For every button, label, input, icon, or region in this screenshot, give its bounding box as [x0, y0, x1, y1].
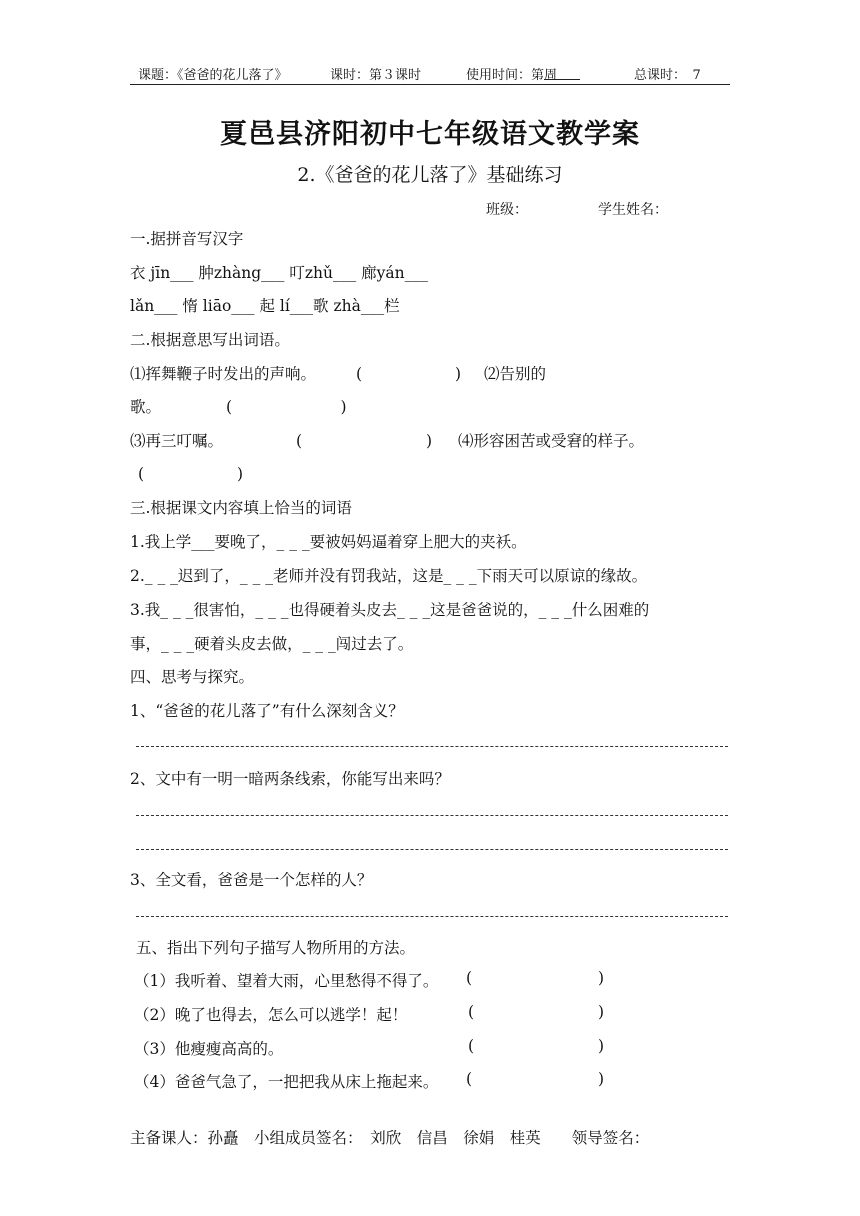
section5-item-close-paren: )	[598, 1070, 605, 1088]
section2-q1: ⑴挥舞鞭子时发出的声响。	[130, 365, 317, 383]
header-usage-suffix: 周	[544, 68, 558, 83]
section5-item-close-paren: )	[598, 1003, 605, 1021]
class-label: 班级：	[486, 202, 528, 218]
section2-q3-paren: ( )	[296, 432, 433, 450]
answer-line	[136, 849, 728, 850]
page-title: 夏邑县济阳初中七年级语文教学案	[220, 119, 640, 150]
section1-line1: 衣 jīn___ 肿zhàng___ 叮zhǔ___ 廊yán___	[130, 264, 428, 282]
section5-item-open-paren: (	[468, 1003, 475, 1021]
section3-line3: 3.我_ _ _很害怕，_ _ _也得硬着头皮去_ _ _这是爸爸说的，_ _ _什么困难的	[130, 601, 650, 619]
section4-heading: 四、思考与探究。	[130, 668, 255, 686]
answer-line	[136, 815, 728, 816]
page-subtitle: 2.《爸爸的花儿落了》基础练习	[297, 164, 563, 186]
section5-item-open-paren: (	[466, 969, 473, 987]
section5-item-open-paren: (	[466, 1070, 473, 1088]
section3-line2: 2._ _ _迟到了，_ _ _老师并没有罚我站，这是_ _ _下雨天可以原谅的缘故。	[130, 567, 648, 585]
section5-item-close-paren: )	[598, 1037, 605, 1055]
section5-item-text: （2）晚了也得去，怎么可以逃学！起！	[134, 1006, 408, 1024]
section3-line1: 1.我上学___要晚了，_ _ _要被妈妈逼着穿上肥大的夹袄。	[130, 533, 527, 551]
section3-line4: 事，_ _ _硬着头皮去做，_ _ _闯过去了。	[130, 635, 414, 653]
section2-q4: ⑷形容困苦或受窘的样子。	[458, 432, 645, 450]
section2-q1-paren: ( )	[356, 365, 462, 383]
header-usage-prefix: 使用时间：第	[466, 68, 545, 83]
section5-heading: 五、指出下列句子描写人物所用的方法。	[136, 939, 416, 957]
page-footer: 主备课人：孙矗 小组成员签名： 刘欣 信昌 徐娟 桂英 领导签名：	[130, 1129, 650, 1147]
header-topic: 课题：《爸爸的花儿落了》	[138, 68, 288, 83]
section1-heading: 一.据拼音写汉字	[130, 230, 244, 248]
section2-q3: ⑶再三叮嘱。	[130, 432, 224, 450]
header-week-blank	[544, 66, 580, 80]
section2-q2: ⑵告别的	[484, 365, 547, 383]
section2-q2-cont: 歌。	[130, 398, 162, 416]
answer-line	[136, 916, 728, 917]
section2-heading: 二.根据意思写出词语。	[130, 331, 290, 349]
section5-item-text: （4）爸爸气急了，一把把我从床上拖起来。	[134, 1073, 439, 1091]
section5-item-close-paren: )	[598, 969, 605, 987]
section4-q2: 2、文中有一明一暗两条线索，你能写出来吗？	[130, 770, 450, 788]
section5-item-text: （3）他瘦瘦高高的。	[134, 1040, 284, 1058]
header-period: 课时：第３课时	[330, 68, 422, 83]
section1-line2: lǎn___ 惰 liāo___ 起 lí___歌 zhà___栏	[130, 297, 400, 315]
header-total: 总课时： 7	[634, 68, 701, 83]
section3-heading: 三.根据课文内容填上恰当的词语	[130, 499, 352, 517]
section2-q2-paren: ( )	[226, 398, 347, 416]
section4-q1: 1、“爸爸的花儿落了”有什么深刻含义？	[130, 702, 404, 720]
section5-item-open-paren: (	[468, 1037, 475, 1055]
header-usage-time	[466, 64, 557, 83]
page-header	[130, 62, 730, 85]
section5-item-text: （1）我听着、望着大雨，心里愁得不得了。	[134, 972, 439, 990]
name-label: 学生姓名：	[598, 202, 668, 218]
section4-q3: 3、全文看，爸爸是一个怎样的人？	[130, 871, 373, 889]
answer-line	[136, 746, 728, 747]
section2-q4-paren: ( )	[138, 465, 244, 483]
